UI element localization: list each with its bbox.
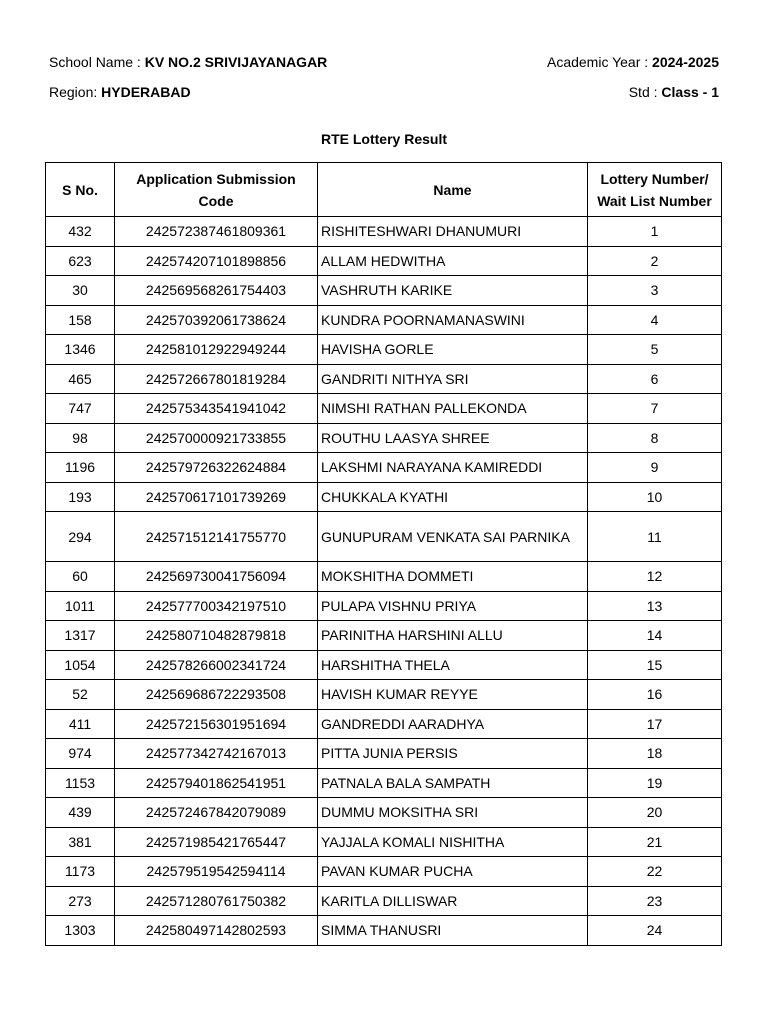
cell-application-code: 242570392061738624 [115,305,318,335]
standard-label: Std : [628,84,662,100]
table-row [46,453,722,483]
school-name [49,54,327,70]
cell-lottery-number: 4 [588,305,722,335]
cell-name: PITTA JUNIA PERSIS [318,739,588,769]
table-row [46,246,722,276]
table-row [46,364,722,394]
cell-lottery-number: 18 [588,739,722,769]
table-row [46,305,722,335]
table-row [46,335,722,365]
cell-name: LAKSHMI NARAYANA KAMIREDDI [318,453,588,483]
cell-lottery-number: 10 [588,482,722,512]
table-row [46,482,722,512]
column-header-application-code: Application Submission Code [115,163,318,217]
cell-sno: 1303 [46,916,115,946]
standard-value: Class - 1 [661,84,719,100]
cell-lottery-number: 12 [588,562,722,592]
cell-sno: 273 [46,886,115,916]
cell-application-code: 242578266002341724 [115,650,318,680]
cell-lottery-number: 16 [588,680,722,710]
cell-name: PARINITHA HARSHINI ALLU [318,621,588,651]
table-header-row [46,163,722,217]
table-row [46,916,722,946]
cell-sno: 974 [46,739,115,769]
cell-lottery-number: 22 [588,857,722,887]
cell-name: ALLAM HEDWITHA [318,246,588,276]
table-row [46,423,722,453]
cell-application-code: 242579401862541951 [115,768,318,798]
cell-sno: 465 [46,364,115,394]
cell-name: PATNALA BALA SAMPATH [318,768,588,798]
cell-application-code: 242574207101898856 [115,246,318,276]
table-row [46,886,722,916]
school-name-value: KV NO.2 SRIVIJAYANAGAR [144,54,328,70]
table-row [46,739,722,769]
cell-application-code: 242569730041756094 [115,562,318,592]
cell-lottery-number: 2 [588,246,722,276]
table-row [46,621,722,651]
cell-name: KUNDRA POORNAMANASWINI [318,305,588,335]
cell-sno: 30 [46,276,115,306]
cell-application-code: 242572387461809361 [115,217,318,247]
cell-lottery-number: 17 [588,709,722,739]
cell-lottery-number: 3 [588,276,722,306]
table-row [46,512,722,562]
cell-sno: 1011 [46,591,115,621]
cell-application-code: 242570617101739269 [115,482,318,512]
cell-name: MOKSHITHA DOMMETI [318,562,588,592]
header-line-school [49,54,719,70]
table-row [46,768,722,798]
column-header-name: Name [318,163,588,217]
cell-application-code: 242569568261754403 [115,276,318,306]
cell-sno: 1054 [46,650,115,680]
cell-name: HAVISHA GORLE [318,335,588,365]
cell-lottery-number: 14 [588,621,722,651]
cell-application-code: 242571985421765447 [115,827,318,857]
cell-application-code: 242575343541941042 [115,394,318,424]
cell-name: PULAPA VISHNU PRIYA [318,591,588,621]
cell-lottery-number: 9 [588,453,722,483]
cell-sno: 98 [46,423,115,453]
document-title: RTE Lottery Result [320,131,447,147]
cell-name: HARSHITHA THELA [318,650,588,680]
cell-name: GANDRITI NITHYA SRI [318,364,588,394]
cell-application-code: 242571512141755770 [115,512,318,562]
standard [629,84,719,100]
cell-lottery-number: 13 [588,591,722,621]
cell-sno: 381 [46,827,115,857]
school-name-label: School Name : [49,54,145,70]
cell-lottery-number: 5 [588,335,722,365]
cell-name: VASHRUTH KARIKE [318,276,588,306]
cell-application-code: 242572667801819284 [115,364,318,394]
table-row [46,276,722,306]
table-row [46,857,722,887]
cell-lottery-number: 1 [588,217,722,247]
cell-application-code: 242577342742167013 [115,739,318,769]
cell-name: YAJJALA KOMALI NISHITHA [318,827,588,857]
cell-sno: 1346 [46,335,115,365]
table-row [46,394,722,424]
cell-lottery-number: 11 [588,512,722,562]
cell-lottery-number: 15 [588,650,722,680]
lottery-result-table [45,162,722,946]
cell-lottery-number: 7 [588,394,722,424]
cell-name: ROUTHU LAASYA SHREE [318,423,588,453]
cell-sno: 623 [46,246,115,276]
table-row [46,827,722,857]
cell-lottery-number: 23 [588,886,722,916]
cell-sno: 1196 [46,453,115,483]
cell-name: DUMMU MOKSITHA SRI [318,798,588,828]
academic-year-label: Academic Year : [546,54,653,70]
table-row [46,591,722,621]
table-body [46,217,722,946]
academic-year [547,54,719,70]
cell-name: SIMMA THANUSRI [318,916,588,946]
cell-sno: 52 [46,680,115,710]
cell-name: GUNUPURAM VENKATA SAI PARNIKA [318,512,588,562]
cell-name: GANDREDDI AARADHYA [318,709,588,739]
cell-application-code: 242571280761750382 [115,886,318,916]
cell-application-code: 242570000921733855 [115,423,318,453]
table-row [46,217,722,247]
cell-sno: 411 [46,709,115,739]
region-value: HYDERABAD [101,84,191,100]
table-row [46,798,722,828]
header-line-region [49,84,719,100]
cell-sno: 1317 [46,621,115,651]
cell-application-code: 242579726322624884 [115,453,318,483]
cell-name: KARITLA DILLISWAR [318,886,588,916]
cell-lottery-number: 8 [588,423,722,453]
cell-lottery-number: 20 [588,798,722,828]
table-row [46,709,722,739]
column-header-lottery-number: Lottery Number/ Wait List Number [588,163,722,217]
region [49,84,191,100]
cell-application-code: 242577700342197510 [115,591,318,621]
cell-name: CHUKKALA KYATHI [318,482,588,512]
cell-sno: 1173 [46,857,115,887]
cell-lottery-number: 19 [588,768,722,798]
cell-application-code: 242580497142802593 [115,916,318,946]
table-row [46,680,722,710]
table-row [46,562,722,592]
region-label: Region: [49,84,102,100]
cell-name: HAVISH KUMAR REYYE [318,680,588,710]
cell-application-code: 242579519542594114 [115,857,318,887]
cell-name: RISHITESHWARI DHANUMURI [318,217,588,247]
cell-application-code: 242580710482879818 [115,621,318,651]
cell-sno: 439 [46,798,115,828]
cell-application-code: 242572156301951694 [115,709,318,739]
cell-sno: 747 [46,394,115,424]
column-header-sno: S No. [46,163,115,217]
cell-sno: 1153 [46,768,115,798]
cell-lottery-number: 6 [588,364,722,394]
cell-application-code: 242572467842079089 [115,798,318,828]
cell-name: PAVAN KUMAR PUCHA [318,857,588,887]
cell-sno: 432 [46,217,115,247]
cell-application-code: 242581012922949244 [115,335,318,365]
academic-year-value: 2024-2025 [652,54,719,70]
cell-name: NIMSHI RATHAN PALLEKONDA [318,394,588,424]
cell-sno: 193 [46,482,115,512]
cell-lottery-number: 24 [588,916,722,946]
cell-sno: 294 [46,512,115,562]
cell-sno: 60 [46,562,115,592]
table-row [46,650,722,680]
cell-application-code: 242569686722293508 [115,680,318,710]
cell-lottery-number: 21 [588,827,722,857]
cell-sno: 158 [46,305,115,335]
